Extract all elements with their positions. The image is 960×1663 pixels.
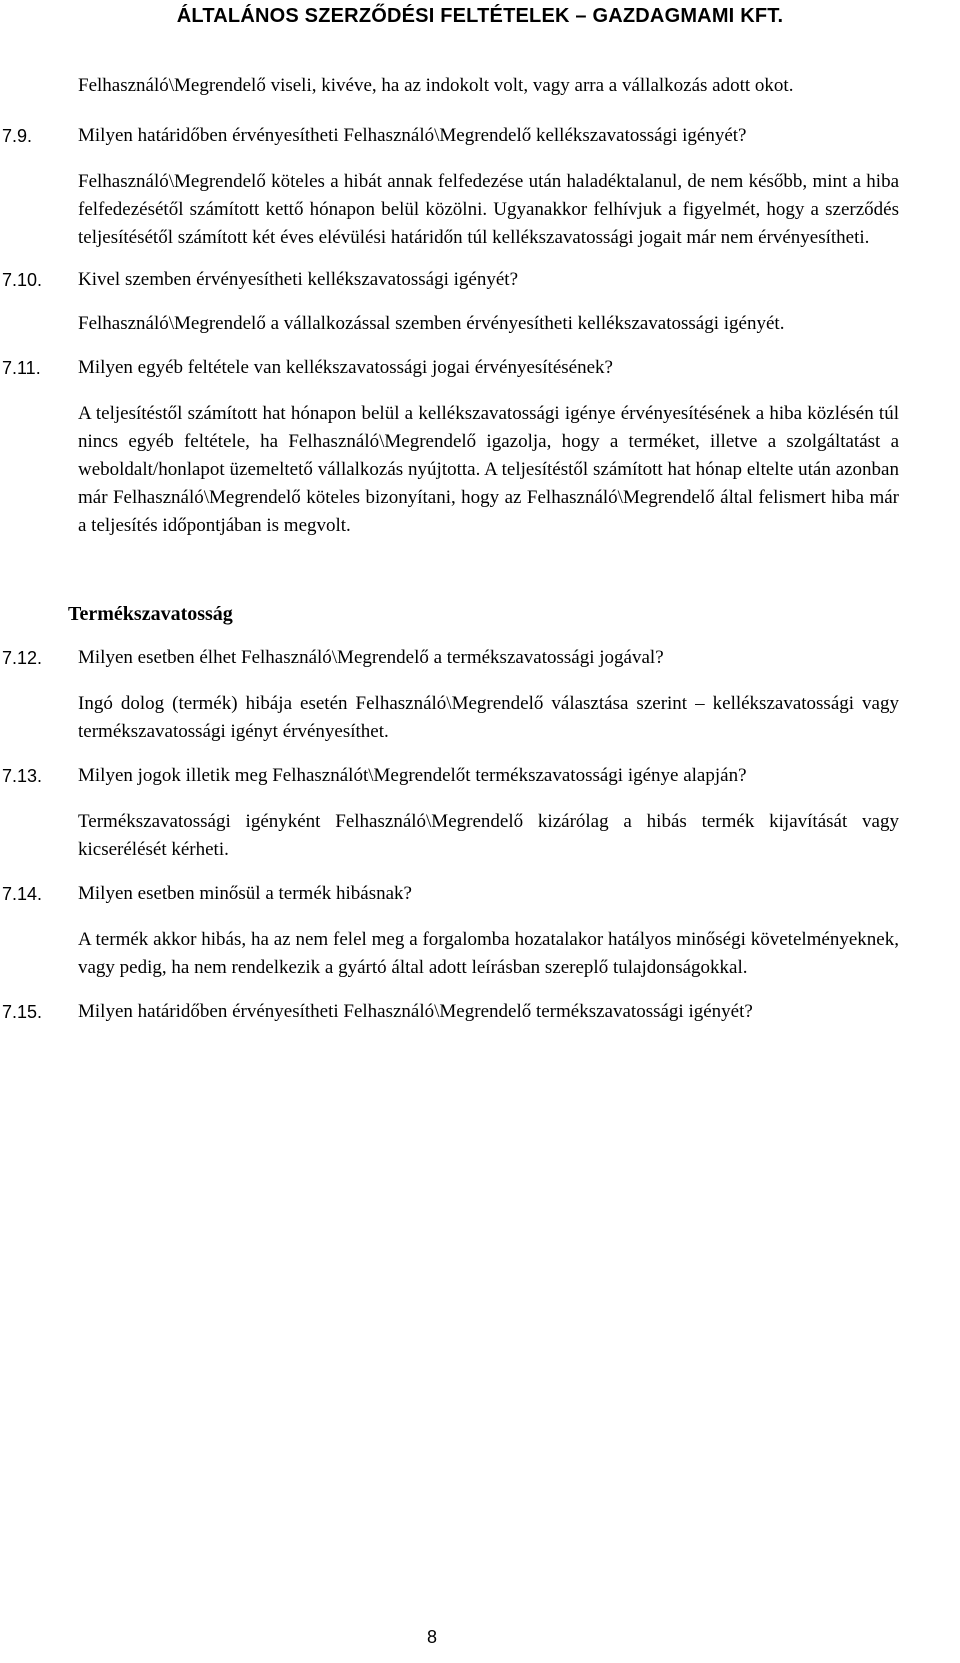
intro-paragraph: Felhasználó\Megrendelő viseli, kivéve, ha az indokolt volt, vagy arra a vállalkozás adott okot. <box>78 75 794 96</box>
question-text: Milyen határidőben érvényesítheti Felhasználó\Megrendelő termékszavatossági igényét? <box>78 1001 753 1022</box>
section-number: 7.11. <box>2 358 41 378</box>
question-text: Milyen egyéb feltétele van kellékszavatossági jogai érvényesítésének? <box>78 357 613 378</box>
question-7-9 <box>0 122 899 150</box>
section-number: 7.12. <box>2 648 43 668</box>
question-7-12 <box>0 644 899 672</box>
question-7-13 <box>0 762 899 790</box>
question-text: Milyen jogok illetik meg Felhasználót\Megrendelőt termékszavatossági igénye alapján? <box>78 765 747 786</box>
answer-7-12: Ingó dolog (termék) hibája esetén Felhasználó\Megrendelő választása szerint – kellékszavatossági vagy termékszavatossági igényt érvényesíthet. <box>78 693 899 742</box>
question-text: Milyen esetben élhet Felhasználó\Megrendelő a termékszavatossági jogával? <box>78 647 664 668</box>
question-text: Kivel szemben érvényesítheti kellékszavatossági igényét? <box>78 269 519 290</box>
answer-7-11: A teljesítéstől számított hat hónapon belül a kellékszavatossági igénye érvényesítésének a hiba közlésén túl nincs egyéb feltétele, ha Felhasználó\Megrendelő igazolja, hogy a terméket, illetve a szolgáltatást a weboldalt/honlapot üzemeltető vállalkozás nyújtotta. A teljesítéstől számított hat hónap eltelte után azonban már Felhasználó\Megrendelő köteles bizonyítani, hogy az Felhasználó\Megrendelő által felismert hiba már a teljesítés időpontjában is megvolt. <box>78 403 899 536</box>
question-7-15 <box>0 998 899 1026</box>
answer-7-13: Termékszavatossági igényként Felhasználó\Megrendelő kizárólag a hibás termék kijavítását vagy kicserélését kérheti. <box>78 811 899 860</box>
section-heading: Termékszavatosság <box>68 603 233 625</box>
answer-7-9: Felhasználó\Megrendelő köteles a hibát annak felfedezése után haladéktalanul, de nem később, mint a hiba felfedezésétől számított kettő hónapon belül közölni. Ugyanakkor felhívjuk a figyelmét, hogy a szerződés teljesítésétől számított két éves elévülési határidőn túl kellékszavatossági jogait már nem érvényesítheti. <box>78 171 899 248</box>
question-text: Milyen határidőben érvényesítheti Felhasználó\Megrendelő kellékszavatossági igényét? <box>78 125 747 146</box>
section-number: 7.15. <box>2 1002 43 1022</box>
section-number: 7.10. <box>2 270 43 290</box>
section-number: 7.9. <box>2 126 33 146</box>
section-number: 7.13. <box>2 766 43 786</box>
answer-7-10: Felhasználó\Megrendelő a vállalkozással szemben érvényesítheti kellékszavatossági igényét. <box>78 313 785 334</box>
question-7-11 <box>0 354 899 382</box>
question-7-10 <box>0 266 899 294</box>
document-header: ÁLTALÁNOS SZERZŐDÉSI FELTÉTELEK – GAZDAGMAMI KFT. <box>176 5 784 27</box>
section-number: 7.14. <box>2 884 43 904</box>
answer-7-14: A termék akkor hibás, ha az nem felel meg a forgalomba hozatalakor hatályos minőségi követelményeknek, vagy pedig, ha nem rendelkezik a gyártó által adott leírásban szereplő tulajdonságokkal. <box>78 929 899 978</box>
page-number: 8 <box>426 1627 437 1647</box>
question-text: Milyen esetben minősül a termék hibásnak? <box>78 883 412 904</box>
document-body <box>0 72 960 1026</box>
question-7-14 <box>0 880 899 908</box>
